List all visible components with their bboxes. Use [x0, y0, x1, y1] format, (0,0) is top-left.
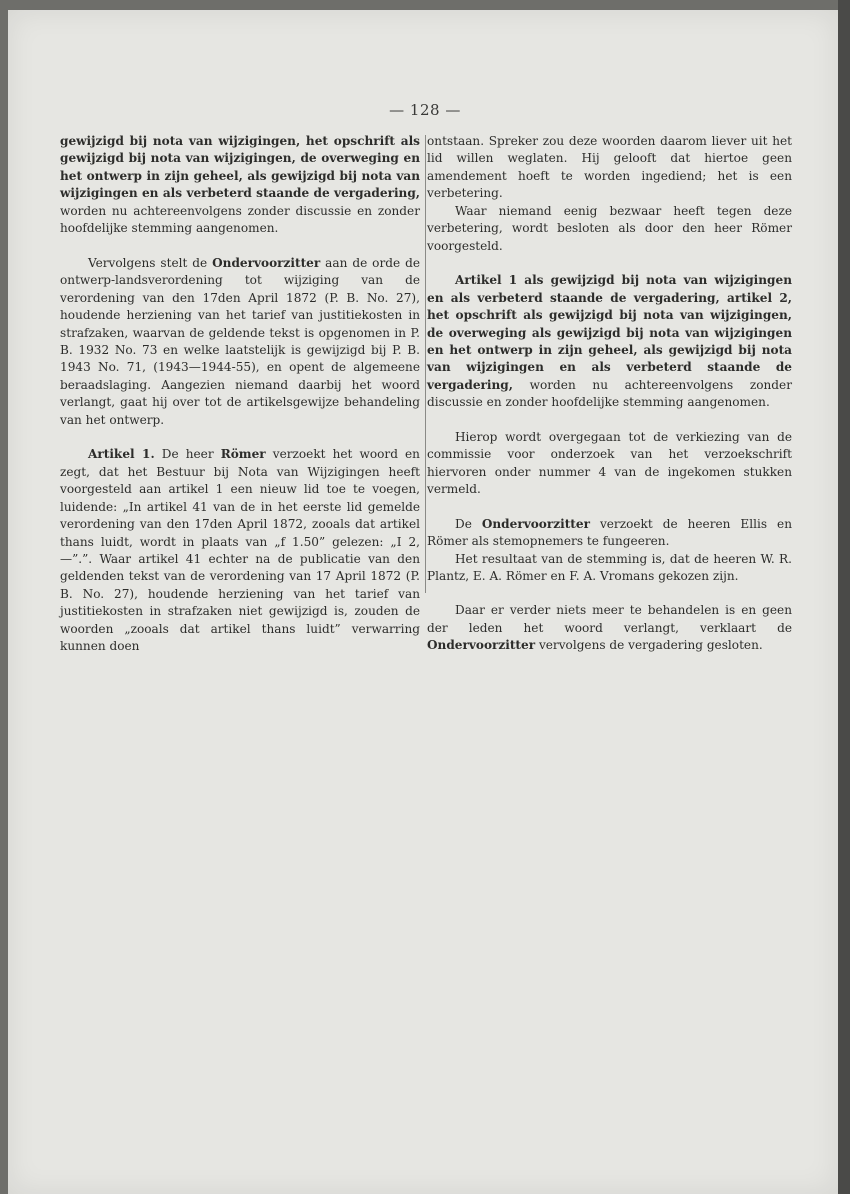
column-divider — [425, 135, 426, 593]
speaker-name: Ondervoorzitter — [427, 638, 536, 653]
speaker-name: Ondervoorzitter — [212, 255, 321, 270]
left-paragraph-3 — [60, 446, 420, 655]
paragraph-text: Vervolgens stelt de — [88, 255, 213, 270]
paragraph-text: aan de orde de ontwerp-landsverordening tot wijziging van de verordening van den 17den April 1872 (P. B. No. 27), houdende herziening van het tarief van justitiekosten in strafzaken, waarvan de geldende tekst is opgenomen in P. B. 1932 No. 73 en welke laatstelijk is gewijzigd bij P. B. 1943 No. 71, (1943—1944-55), en opent de algemeene beraadslaging. Aangezien niemand daarbij het woord verlangt, gaat hij over tot de artikelsgewijze behandeling van het ontwerp. — [60, 255, 420, 427]
right-column — [427, 133, 792, 655]
right-paragraph-7 — [427, 602, 792, 654]
paragraph-text: De — [455, 516, 482, 531]
adopted-rest-text: worden nu achtereenvolgens zonder discussie en zonder hoofdelijke stemming aangenomen. — [427, 377, 792, 410]
paragraph-text: vervolgens de vergadering gesloten. — [535, 638, 763, 653]
scan-edge — [838, 0, 850, 1194]
adopted-rest-text: worden nu achtereenvolgens zonder discussie en zonder hoofdelijke stemming aangenomen. — [60, 203, 420, 236]
speaker-name: Ondervoorzitter — [481, 516, 590, 531]
paragraph-text: verzoekt het woord en zegt, dat het Bestuur bij Nota van Wijzigingen heeft voorgesteld aan artikel 1 een nieuw lid toe te voegen, luidende: „In artikel 41 van de in het eerste lid gemelde verordening van den 17den April 1872, zooals dat artikel thans luidt, wordt in plaats van „f 1.50” gelezen: „I 2,—”.”. Waar artikel 41 echter na de publicatie van den geldenden tekst van de verordening van 17 April 1872 (P. B. No. 27), houdende herziening van het tarief van justitiekosten in strafzaken niet gewijzigd is, zouden de woorden „zooals dat artikel thans luidt” verwarring kunnen doen — [60, 447, 420, 654]
right-paragraph-6: Het resultaat van de stemming is, dat de heeren W. R. Plantz, E. A. Römer en F. A. Vromans gekozen zijn. — [427, 551, 792, 583]
paragraph-text: verzoekt de heeren Ellis en Römer als stemopnemers te fungeeren. — [427, 516, 792, 549]
right-paragraph-1: ontstaan. Spreker zou deze woorden daarom liever uit het lid willen weglaten. Hij gelooft dat hiertoe geen amendement hoeft te worden ingediend; het is een verbetering. — [427, 134, 792, 201]
right-paragraph-5 — [427, 516, 792, 551]
paragraph-text: Daar er verder niets meer te behandelen is en geen der leden het woord verlangt, verklaart de — [427, 603, 792, 635]
right-paragraph-2: Waar niemand eenig bezwaar heeft tegen deze verbetering, wordt besloten als door den heer Römer voorgesteld. — [427, 203, 792, 253]
speaker-name: Römer — [220, 447, 266, 462]
right-paragraph-4: Hierop wordt overgegaan tot de verkiezing van de commissie voor onderzoek van het verzoekschrift hiervoren onder nummer 4 van de ingekomen stukken vermeld. — [427, 429, 792, 497]
left-column — [60, 133, 420, 656]
adopted-items-text: Artikel 1 als gewijzigd bij nota van wijzigingen en als verbeterd staande de vergadering, artikel 2, het opschrift als gewijzigd bij nota van wijzigingen, de overweging als gewijzigd bij nota van wijzigingen en het ontwerp in zijn geheel, als gewijzigd bij nota van wijzigingen en als verbeterd staande de vergadering, — [427, 273, 792, 392]
paragraph-text: De heer — [154, 447, 221, 462]
article-heading: Artikel 1. — [88, 447, 155, 462]
adopted-items-text: gewijzigd bij nota van wijzigingen, het opschrift als gewijzigd bij nota van wijzigingen, de overweging en het ontwerp in zijn geheel, als gewijzigd bij nota van wijzigingen en als verbeterd staande de vergadering, — [60, 134, 420, 201]
right-paragraph-3 — [427, 272, 792, 412]
left-paragraph-2 — [60, 255, 420, 430]
page-number: — 128 — — [389, 101, 461, 119]
left-paragraph-1 — [60, 133, 420, 238]
